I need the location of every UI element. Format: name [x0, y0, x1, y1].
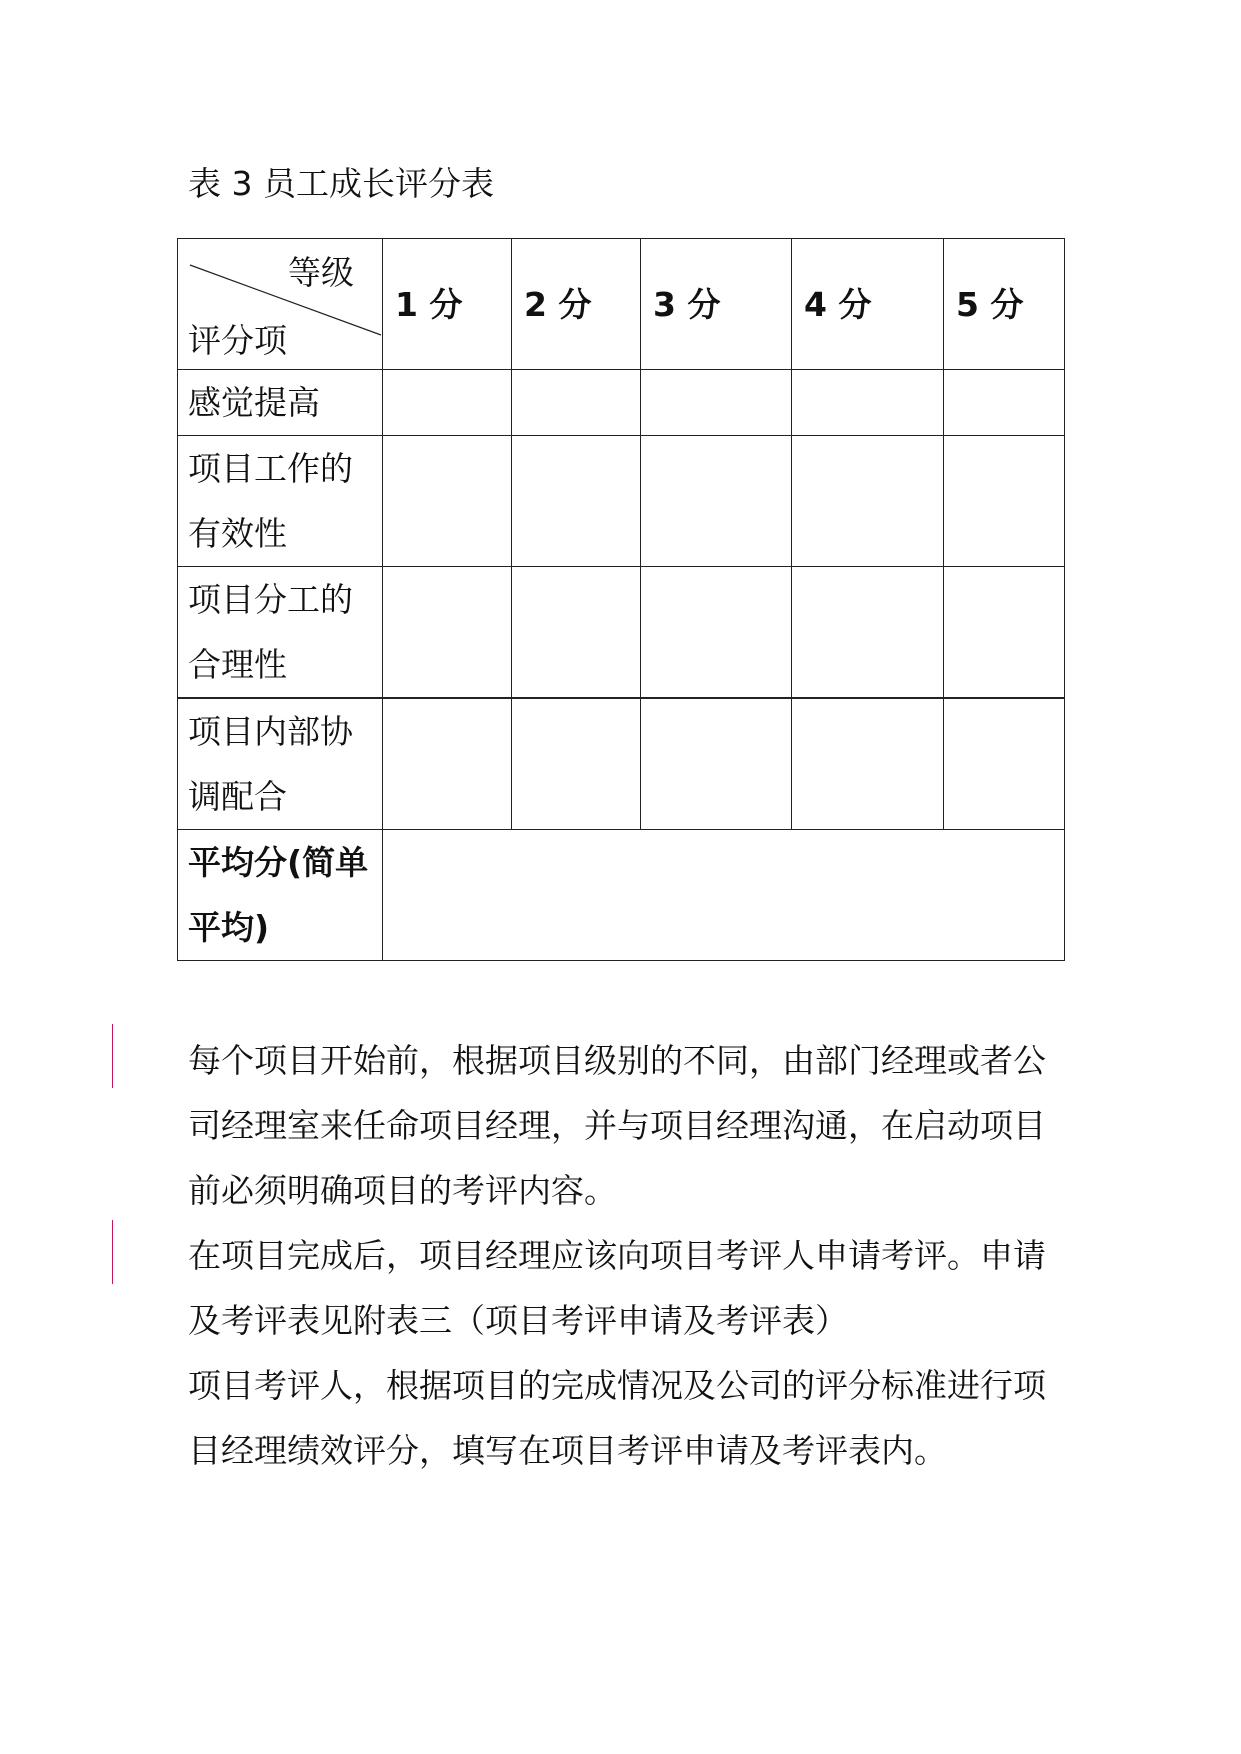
- score-cell[interactable]: [792, 567, 944, 699]
- average-score-cell[interactable]: [383, 830, 1065, 961]
- summary-label: 平均分(简单平均): [178, 830, 383, 961]
- grade-header-3: 3 分: [641, 239, 792, 370]
- paragraph-1: 每个项目开始前，根据项目级别的不同，由部门经理或者公司经理室来任命项目经理，并与项目经理沟通，在启动项目前必须明确项目的考评内容。: [188, 1041, 1046, 1210]
- score-cell[interactable]: [641, 370, 792, 436]
- paragraph-2: 在项目完成后，项目经理应该向项目考评人申请考评。申请及考评表见附表三（项目考评申请及考评表）: [188, 1236, 1046, 1340]
- table-row: [178, 567, 1065, 699]
- score-cell[interactable]: [383, 436, 512, 567]
- grade-header-1: 1 分: [383, 239, 512, 370]
- header-grade-label: 等级: [288, 253, 354, 292]
- score-cell[interactable]: [383, 698, 512, 830]
- grade-header-2: 2 分: [512, 239, 641, 370]
- grade-header-4: 4 分: [792, 239, 944, 370]
- score-cell[interactable]: [383, 567, 512, 699]
- score-cell[interactable]: [512, 436, 641, 567]
- score-cell[interactable]: [944, 370, 1065, 436]
- score-cell[interactable]: [944, 436, 1065, 567]
- score-cell[interactable]: [944, 698, 1065, 830]
- paragraph-3: 项目考评人，根据项目的完成情况及公司的评分标准进行项目经理绩效评分，填写在项目考评申请及考评表内。: [188, 1366, 1046, 1470]
- diagonal-header-cell: [178, 239, 383, 370]
- score-cell[interactable]: [512, 698, 641, 830]
- row-item-label: 项目内部协调配合: [178, 698, 383, 830]
- score-cell[interactable]: [641, 698, 792, 830]
- row-item-label: 感觉提高: [178, 370, 383, 436]
- score-cell[interactable]: [641, 436, 792, 567]
- score-cell[interactable]: [383, 370, 512, 436]
- table-header-row: [178, 239, 1065, 370]
- score-cell[interactable]: [512, 567, 641, 699]
- table-row: [178, 698, 1065, 830]
- growth-score-table: [177, 238, 1065, 961]
- score-cell[interactable]: [944, 567, 1065, 699]
- score-cell[interactable]: [512, 370, 641, 436]
- score-cell[interactable]: [641, 567, 792, 699]
- row-item-label: 项目分工的合理性: [178, 567, 383, 699]
- table-title: 表 3 员工成长评分表: [188, 164, 494, 203]
- score-cell[interactable]: [792, 436, 944, 567]
- revision-bar: [112, 1220, 113, 1284]
- header-item-label: 评分项: [188, 321, 287, 360]
- table-row: [178, 370, 1065, 436]
- grade-header-5: 5 分: [944, 239, 1065, 370]
- table-row: [178, 436, 1065, 567]
- summary-row: [178, 830, 1065, 961]
- revision-bar: [112, 1024, 113, 1088]
- score-cell[interactable]: [792, 370, 944, 436]
- score-cell[interactable]: [792, 698, 944, 830]
- row-item-label: 项目工作的有效性: [178, 436, 383, 567]
